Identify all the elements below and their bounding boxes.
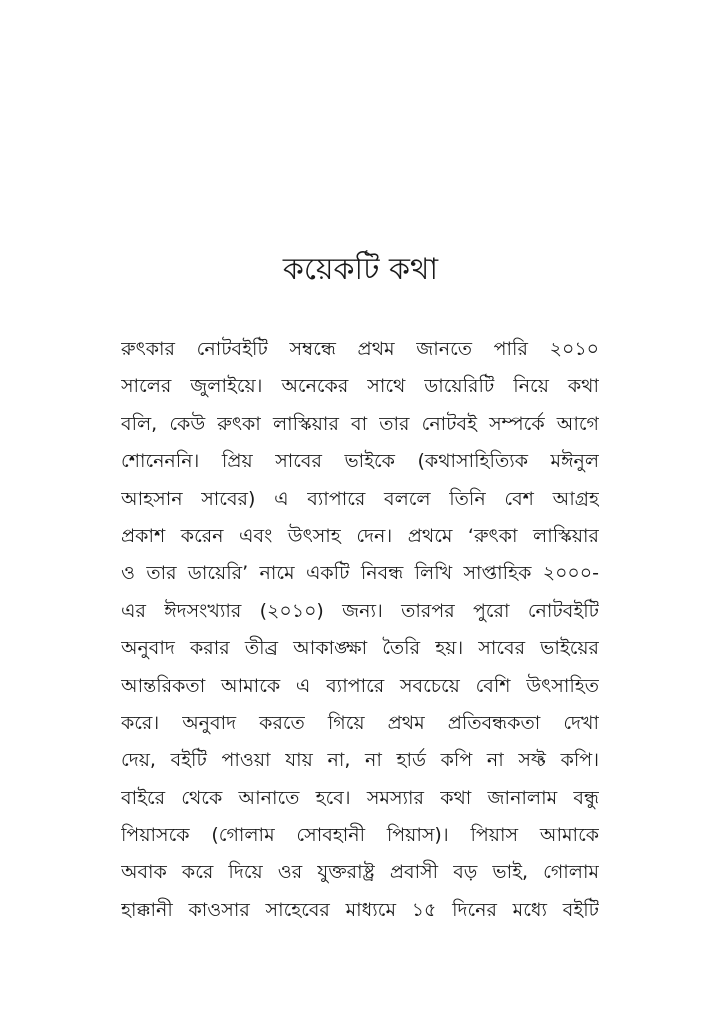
text-line: পিয়াসকে (গোলাম সোবহানী পিয়াস)। পিয়াস আমাকে	[121, 824, 599, 847]
text-line: এর ঈদসংখ্যার (২০১০) জন্য। তারপর পুরো নোটবইটি	[121, 599, 599, 622]
page-title: কয়েকটি কথা	[282, 252, 439, 287]
text-line: বাইরে থেকে আনাতে হবে। সমস্যার কথা জানালাম বন্ধু	[121, 786, 599, 809]
text-line: হাক্কানী কাওসার সাহেবের মাধ্যমে ১৫ দিনের মধ্যে বইটি	[121, 898, 599, 921]
text-line: অনুবাদ করার তীব্র আকাঙ্ক্ষা তৈরি হয়। সাবের ভাইয়ের	[121, 637, 599, 660]
text-line: দেয়, বইটি পাওয়া যায় না, না হার্ড কপি না সফ্ট কপি।	[121, 749, 599, 772]
text-line: করে। অনুবাদ করতে গিয়ে প্রথম প্রতিবন্ধকতা দেখা	[121, 711, 599, 734]
text-line: প্রকাশ করেন এবং উৎসাহ দেন। প্রথমে ‘রুৎকা লাস্কিয়ার	[121, 524, 599, 547]
text-line: আন্তরিকতা আমাকে এ ব্যাপারে সবচেয়ে বেশি উৎসাহিত	[121, 674, 599, 697]
text-line: রুৎকার নোটবইটি সম্বন্ধে প্রথম জানতে পারি ২০১০	[121, 338, 599, 360]
body-paragraph	[121, 331, 599, 929]
text-line: ও তার ডায়েরি’ নামে একটি নিবন্ধ লিখি সাপ্তাহিক ২০০০-	[121, 562, 599, 585]
text-line: অবাক করে দিয়ে ওর যুক্তরাষ্ট্র প্রবাসী বড় ভাই, গোলাম	[121, 861, 599, 884]
text-line: আহসান সাবের) এ ব্যাপারে বললে তিনি বেশ আগ্রহ	[121, 487, 599, 510]
text-line: সালের জুলাইয়ে। অনেকের সাথে ডায়েরিটি নিয়ে কথা	[121, 375, 599, 398]
text-line: বলি, কেউ রুৎকা লাস্কিয়ার বা তার নোটবই সম্পর্কে আগে	[121, 412, 599, 435]
text-line: শোনেননি। প্রিয় সাবের ভাইকে (কথাসাহিত্যিক মঈনুল	[121, 450, 599, 473]
